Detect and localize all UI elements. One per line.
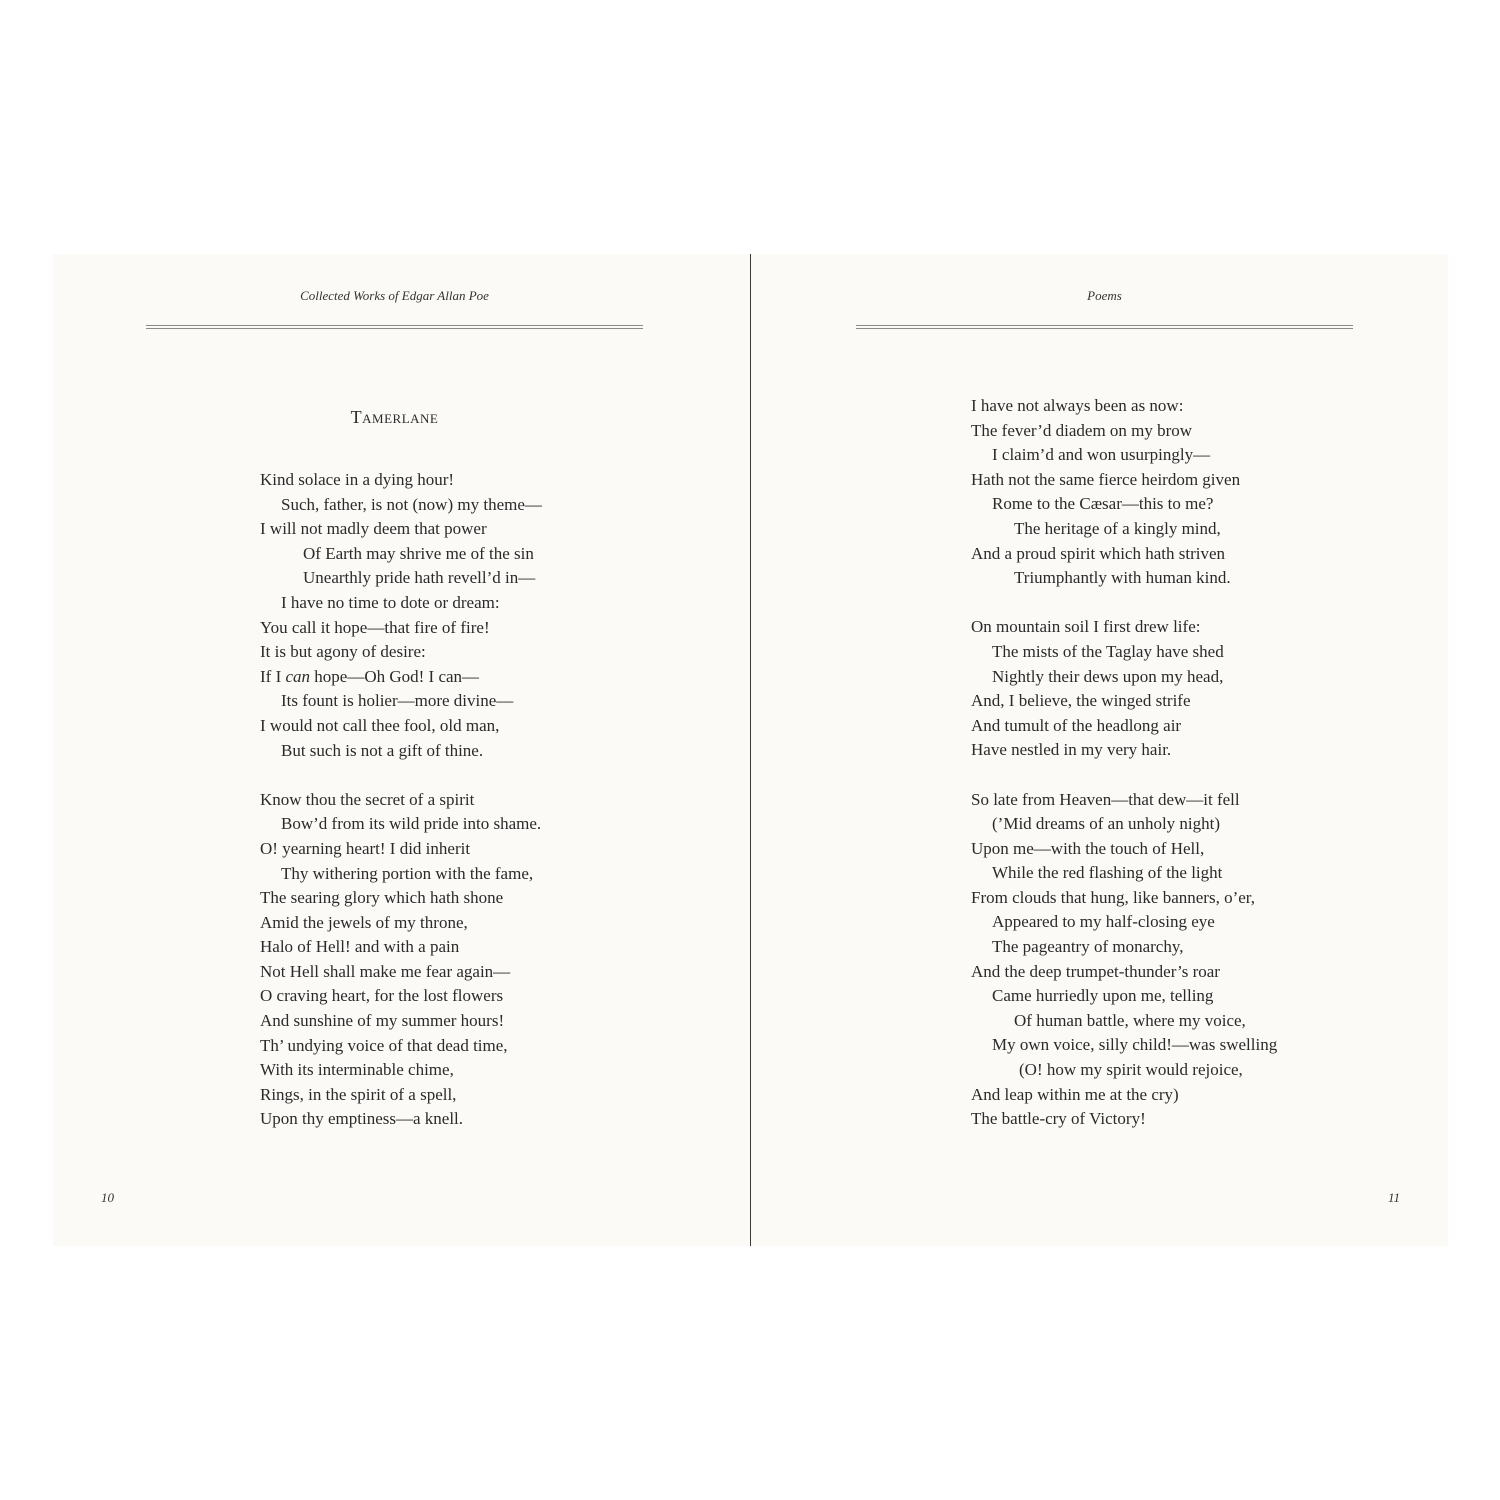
- verse-line: You call it hope—that fire of fire!: [260, 617, 490, 637]
- verse-line: Triumphantly with human kind.: [1014, 568, 1231, 588]
- verse-line: (O! how my spirit would rejoice,: [1019, 1060, 1243, 1080]
- verse-line: And, I believe, the winged strife: [971, 691, 1191, 711]
- right-page: [751, 254, 1448, 1246]
- verse-line: Rings, in the spirit of a spell,: [260, 1084, 457, 1104]
- verse-line: My own voice, silly child!—was swelling: [992, 1035, 1278, 1055]
- verse-line: I have no time to dote or dream:: [281, 592, 500, 612]
- verse-line: I claim’d and won usurpingly—: [992, 445, 1211, 465]
- verse-line: Halo of Hell! and with a pain: [260, 937, 460, 957]
- emphasis-word: can: [285, 666, 311, 686]
- verse-line: The fever’d diadem on my brow: [971, 420, 1193, 440]
- stanza: [260, 788, 680, 1132]
- verse-line: And leap within me at the cry): [971, 1084, 1179, 1104]
- verse-line: On mountain soil I first drew life:: [971, 617, 1201, 637]
- verse-line: I would not call thee fool, old man,: [260, 715, 500, 735]
- poem-title: Tamerlane: [350, 407, 439, 427]
- verse-line: Came hurriedly upon me, telling: [992, 986, 1214, 1006]
- verse-line: I will not madly deem that power: [260, 519, 487, 539]
- verse-line: And tumult of the headlong air: [971, 715, 1182, 735]
- running-head-right: Poems: [1087, 288, 1122, 303]
- verse-line: With its interminable chime,: [260, 1060, 454, 1080]
- stanza: [971, 394, 1391, 591]
- verse-line: [260, 665, 680, 690]
- verse-line: The searing glory which hath shone: [260, 888, 504, 908]
- verse-line: The battle-cry of Victory!: [971, 1109, 1146, 1129]
- verse-line: The heritage of a kingly mind,: [1014, 518, 1221, 538]
- header-rule-left: [146, 325, 643, 329]
- verse-line: And a proud spirit which hath striven: [971, 543, 1226, 563]
- verse-fragment: If I: [260, 666, 286, 686]
- page-number-right: 11: [1387, 1190, 1400, 1205]
- header-rule-right: [856, 325, 1353, 329]
- verse-line: Unearthly pride hath revell’d in—: [303, 568, 536, 588]
- stanza: [971, 615, 1391, 763]
- verse-line: Upon me—with the touch of Hell,: [971, 838, 1205, 858]
- verse-line: Bow’d from its wild pride into shame.: [281, 814, 542, 834]
- verse-line: Know thou the secret of a spirit: [260, 789, 475, 809]
- verse-line: Rome to the Cæsar—this to me?: [992, 494, 1214, 514]
- verse-line: The mists of the Taglay have shed: [992, 641, 1224, 661]
- verse-line: The pageantry of monarchy,: [992, 937, 1184, 957]
- verse-line: And the deep trumpet-thunder’s roar: [971, 961, 1220, 981]
- verse-line: Not Hell shall make me fear again—: [260, 961, 511, 981]
- verse-line: And sunshine of my summer hours!: [260, 1011, 505, 1031]
- book-spread: [53, 254, 1448, 1246]
- verse-line: Appeared to my half-closing eye: [992, 912, 1215, 932]
- verse-line: Th’ undying voice of that dead time,: [260, 1035, 508, 1055]
- verse-line: Kind solace in a dying hour!: [260, 470, 455, 489]
- verse-line: Upon thy emptiness—a knell.: [260, 1109, 464, 1129]
- running-head-left: Collected Works of Edgar Allan Poe: [300, 288, 489, 303]
- verse-line: From clouds that hung, like banners, o’er,: [971, 887, 1256, 907]
- verse-line: Hath not the same fierce heirdom given: [971, 469, 1241, 489]
- verse-line: Have nestled in my very hair.: [971, 740, 1172, 760]
- verse-line: While the red flashing of the light: [992, 863, 1223, 883]
- verse-line: I have not always been as now:: [971, 396, 1184, 415]
- verse-line: Thy withering portion with the fame,: [281, 863, 534, 883]
- verse-line: Of Earth may shrive me of the sin: [303, 543, 534, 563]
- verse-line: It is but agony of desire:: [260, 642, 426, 662]
- verse-line: Amid the jewels of my throne,: [260, 912, 468, 932]
- verse-line: O craving heart, for the lost flowers: [260, 986, 504, 1006]
- verse-line: Nightly their dews upon my head,: [992, 666, 1224, 686]
- left-page: [53, 254, 750, 1246]
- page-number-left: 10: [101, 1190, 114, 1205]
- verse-fragment: hope—Oh God! I can—: [310, 666, 480, 686]
- verse-line: Such, father, is not (now) my theme—: [281, 494, 542, 514]
- verse-line: Of human battle, where my voice,: [1014, 1010, 1246, 1030]
- verse-line: O! yearning heart! I did inherit: [260, 838, 471, 858]
- verse-line: Its fount is holier—more divine—: [281, 691, 514, 711]
- verse-line: So late from Heaven—that dew—it fell: [971, 789, 1240, 809]
- stanza: [260, 468, 680, 763]
- verse-line: (’Mid dreams of an unholy night): [992, 814, 1221, 834]
- verse-block-left: [260, 468, 680, 1132]
- verse-block-right: [971, 394, 1391, 1132]
- stanza: [971, 788, 1391, 1132]
- verse-line: But such is not a gift of thine.: [281, 740, 484, 760]
